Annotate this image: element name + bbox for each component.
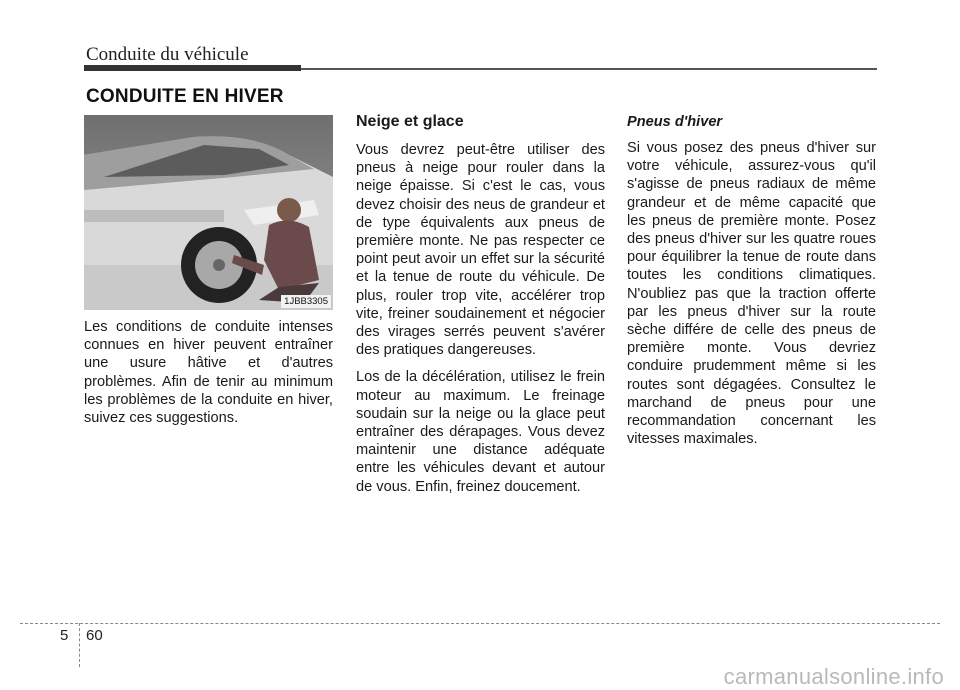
column-snow-ice — [356, 113, 605, 505]
header-rule — [301, 68, 877, 70]
winter-tire-photo — [84, 115, 333, 310]
car-illustration — [84, 115, 333, 310]
snow-ice-heading: Neige et glace — [356, 113, 464, 130]
winter-tires-heading: Pneus d'hiver — [627, 114, 723, 130]
snow-ice-paragraph-1: Vous devrez peut-être utiliser des pneus à neige pour rouler dans la neige épaisse. Si c'est le cas, vous devez choisir des neus de grandeur et de type équivalents aux pneus de première monte. Ne pas respecter ce point peut avoir un effet sur la sécurité et la tenue de route du véhicule. De plus, rouler trop vite, accélérer trop vite, freiner soudainement et négocier des virages serrés peuvent s'avérer des pratiques dangereuses. — [356, 142, 605, 359]
column-intro — [84, 318, 333, 436]
column-winter-tires — [627, 113, 876, 457]
header-bar — [84, 65, 301, 71]
section-title: CONDUITE EN HIVER — [86, 86, 284, 107]
watermark: carmanualsonline.info — [723, 664, 944, 689]
page-number: 60 — [86, 627, 103, 644]
chapter-title: Conduite du véhicule — [86, 44, 249, 65]
chapter-number: 5 — [60, 627, 69, 644]
intro-paragraph: Les conditions de conduite intenses connues en hiver peuvent entraîner une usure hâtive et d'autres problèmes. Afin de tenir au minimum les problèmes de la conduite en hiver, suivez ces suggestions. — [84, 319, 333, 427]
winter-tires-paragraph: Si vous posez des pneus d'hiver sur votre véhicule, assurez-vous qu'il s'agisse de pneus radiaux de même grandeur et de même capacité que les pneus de première monte. Posez des pneus d'hiver sur les quatre roues pour équilibrer la tenue de route dans toutes les conditions climatiques. N'oubliez pas que la traction offerte par les pneus d'hiver sur la route sèche différe de celle des pneus de première monte. Vous devriez conduire prudemment même si les routes sont dégagées. Consultez le marchand de pneus pour une recommandation concernant les vitesses maximales. — [627, 140, 876, 448]
figure-code: 1JBB3305 — [281, 295, 331, 308]
footer-rule — [20, 623, 940, 624]
footer-divider — [79, 623, 80, 667]
snow-ice-paragraph-2: Los de la décélération, utilisez le frein moteur au maximum. Le freinage soudain sur la neige ou la glace peut entraîner des dérapages. Vous devez maintenir une distance adéquate entre les véhicules devant et autour de vous. Enfin, freinez doucement. — [356, 369, 605, 495]
